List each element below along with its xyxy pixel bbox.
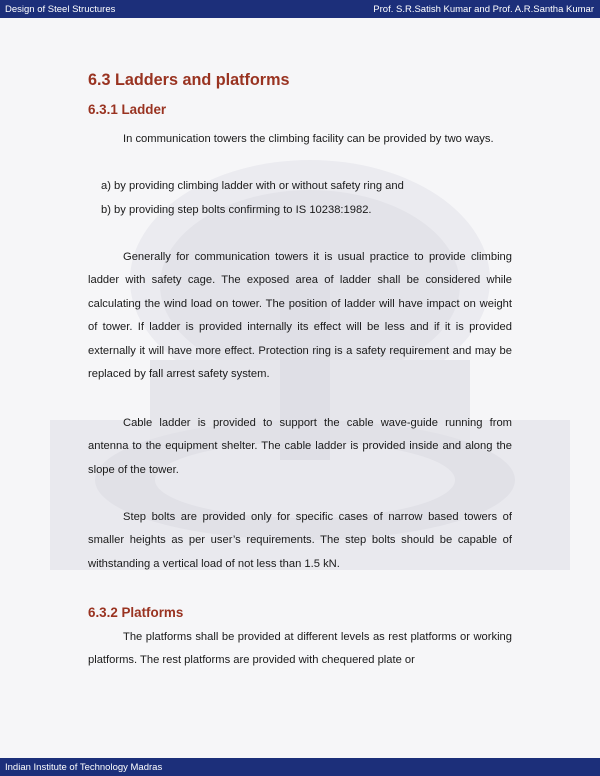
page-header bbox=[0, 0, 600, 18]
list-item: a) by providing climbing ladder with or without safety ring and bbox=[101, 180, 404, 192]
paragraph: Generally for communication towers it is usual practice to provide climbing ladder with safety cage. The exposed area of ladder shall be considered while calculating the wind load on tower. The position of ladder will have impact on weight of tower. If ladder is provided internally its effect will be less and if it is provided externally it will have more effect. Protection ring is a safety requirement and may be replaced by fall arrest safety system. bbox=[88, 251, 512, 381]
section-title: 6.3 Ladders and platforms bbox=[88, 71, 290, 89]
page-footer bbox=[0, 758, 600, 776]
paragraph: The platforms shall be provided at different levels as rest platforms or working platforms. The rest platforms are provided with chequered plate or bbox=[88, 631, 512, 667]
header-authors: Prof. S.R.Satish Kumar and Prof. A.R.Santha Kumar bbox=[373, 4, 594, 15]
footer-institute: Indian Institute of Technology Madras bbox=[5, 762, 163, 773]
subsection-heading-platforms: 6.3.2 Platforms bbox=[88, 605, 184, 620]
list-item: b) by providing step bolts confirming to IS 10238:1982. bbox=[101, 204, 372, 216]
paragraph: Cable ladder is provided to support the cable wave-guide running from antenna to the equipment shelter. The cable ladder is provided inside and along the slope of the tower. bbox=[88, 417, 512, 476]
paragraph: Step bolts are provided only for specific cases of narrow based towers of smaller heights as per user’s requirements. The step bolts should be capable of withstanding a vertical load of not less than 1.5 kN. bbox=[88, 511, 512, 570]
subsection-heading-ladder: 6.3.1 Ladder bbox=[88, 102, 167, 117]
header-course-title: Design of Steel Structures bbox=[5, 4, 116, 15]
ladder-intro-paragraph: In communication towers the climbing facility can be provided by two ways. bbox=[123, 133, 494, 145]
